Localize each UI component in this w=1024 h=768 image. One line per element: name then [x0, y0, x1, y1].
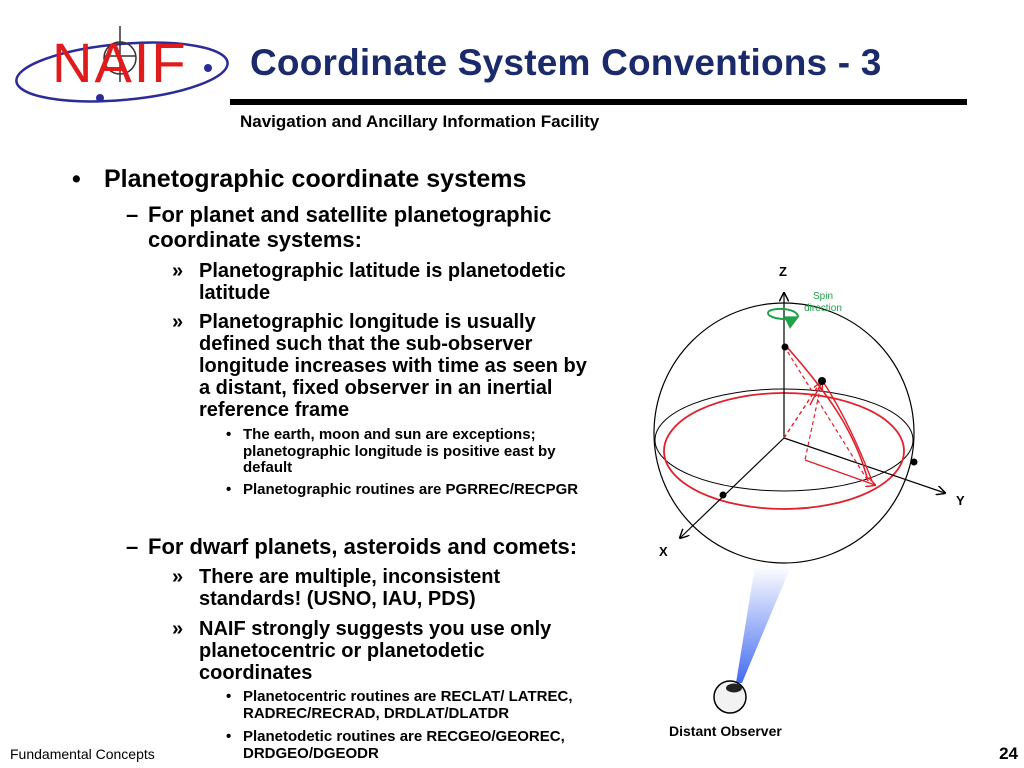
- point-line: standards! (USNO, IAU, PDS): [199, 588, 476, 610]
- footer-course-name: Fundamental Concepts: [10, 746, 155, 762]
- bullet-marker: •: [226, 688, 232, 705]
- point-line: latitude: [199, 282, 271, 304]
- chevron-marker: »: [172, 566, 184, 588]
- chevron-marker: »: [172, 311, 184, 333]
- organization-subtitle: Navigation and Ancillary Information Facility: [240, 112, 600, 131]
- point-line: longitude increases with time as seen by: [199, 355, 587, 377]
- naif-logo: [10, 18, 232, 106]
- y-axis-label: Y: [956, 493, 965, 508]
- y-axis: [784, 438, 945, 493]
- planetographic-diagram: [650, 255, 1020, 755]
- svg-text:NAIF: NAIF: [52, 31, 188, 94]
- z-axis-label: Z: [779, 264, 787, 279]
- point-line: Planetographic latitude is planetodetic: [199, 260, 566, 282]
- normal-vector: [784, 346, 868, 481]
- title-divider: [230, 99, 967, 105]
- point-line: a distant, fixed observer in an inertial: [199, 377, 553, 399]
- spin-arrow-icon: [768, 309, 798, 319]
- bullet-marker: •: [226, 728, 232, 745]
- x-axis: [680, 438, 784, 538]
- main-heading: Planetographic coordinate systems: [104, 165, 527, 193]
- point-line: reference frame: [199, 399, 350, 421]
- pole-point: [782, 344, 789, 351]
- line-of-sight-beam: [736, 566, 791, 683]
- bullet-marker: •: [72, 165, 81, 193]
- page-number: 24: [999, 744, 1018, 763]
- latitude-arrow: [810, 382, 822, 405]
- page-title: Coordinate System Conventions - 3: [250, 42, 882, 83]
- subpoint-line: planetographic longitude is positive east by: [243, 442, 556, 460]
- subpoint-line: RADREC/RECRAD, DRDLAT/DLATDR: [243, 704, 510, 722]
- subpoint-line: The earth, moon and sun are exceptions;: [243, 426, 536, 443]
- subpoint-line: Planetographic routines are PGRREC/RECPGR: [243, 481, 579, 498]
- spin-label-line: direction: [804, 303, 842, 314]
- equator-point-right: [911, 459, 918, 466]
- surface-point: [818, 377, 826, 385]
- section2-title: For dwarf planets, asteroids and comets:: [148, 534, 578, 559]
- chevron-marker: »: [172, 618, 184, 640]
- observer-label: Distant Observer: [669, 723, 782, 739]
- eye-pupil-icon: [726, 684, 742, 693]
- point-line: coordinates: [199, 662, 313, 684]
- x-axis-label: X: [659, 544, 668, 559]
- equator-point-front: [720, 492, 727, 499]
- point-line: There are multiple, inconsistent: [199, 566, 501, 588]
- section1-title-line: coordinate systems:: [148, 227, 362, 252]
- bullet-marker: •: [226, 481, 232, 498]
- subpoint-line: Planetodetic routines are RECGEO/GEOREC,: [243, 728, 565, 745]
- point-line: Planetographic longitude is usually: [199, 311, 536, 333]
- dash-marker: –: [126, 534, 139, 559]
- chevron-marker: »: [172, 260, 184, 282]
- subpoint-line: Planetocentric routines are RECLAT/ LATREC,: [243, 688, 573, 705]
- section1-title-line: For planet and satellite planetographic: [148, 202, 552, 227]
- point-line: defined such that the sub-observer: [199, 333, 533, 355]
- bullet-marker: •: [226, 426, 232, 443]
- subpoint-line: default: [243, 459, 293, 476]
- spin-label-line: Spin: [812, 291, 834, 302]
- point-line: planetocentric or planetodetic: [199, 640, 485, 662]
- dash-marker: –: [126, 202, 139, 227]
- subpoint-line: DRDGEO/DGEODR: [243, 744, 379, 762]
- point-line: NAIF strongly suggests you use only: [199, 618, 552, 640]
